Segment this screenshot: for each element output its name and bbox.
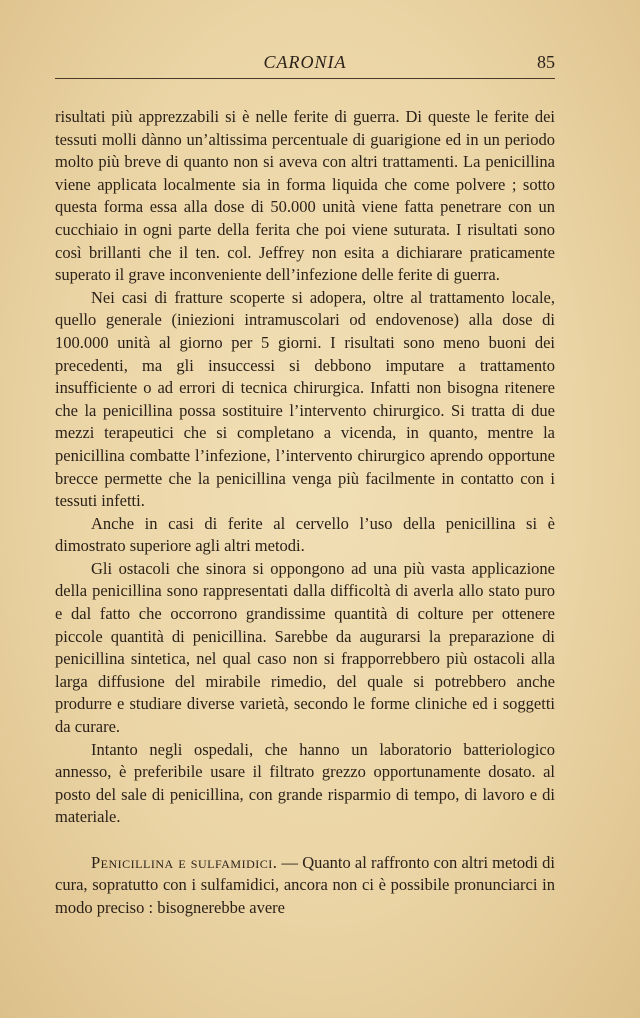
- paragraph-brain-wounds: Anche in casi di ferite al cervello l’uso della penicillina si è dimostrato superiore agli altri metodi.: [55, 513, 555, 556]
- paragraph-continuation: risultati più apprezzabili si è nelle ferite di guerra. Di queste le ferite dei tessuti molli dànno un’altissima percentuale di guarigione ed in un periodo molto più breve di quanto non si aveva con altri trattamenti. La penicillina viene applicata localmente sia in forma liquida che come polvere ; sotto questa forma essa alla dose di 50.000 unità viene fatta penetrare con un cucchiaio in ogni parte della ferita che poi viene suturata. I risultati sono così brillanti che il ten. col. Jeffrey non esita a dichiarare praticamente superato il grave inconveniente dell’infezione delle ferite di guerra.: [55, 107, 555, 285]
- section-paragraph: [55, 852, 555, 920]
- body-text: [55, 106, 555, 919]
- running-title: CARONIA: [263, 52, 347, 72]
- section-heading: Penicillina e sulfamidici.: [91, 852, 278, 872]
- header-rule: [55, 78, 555, 79]
- paragraph-hospitals: Intanto negli ospedali, che hanno un laboratorio batteriologico annesso, è preferibile usare il filtrato grezzo opportunamente dosato. al posto del sale di penicillina, con grande risparmio di tempo, di lavoro e di materiale.: [55, 739, 555, 827]
- paragraph-fractures: Nei casi di fratture scoperte si adopera, oltre al trattamento locale, quello generale (iniezioni intramuscolari od endovenose) alla dose di 100.000 unità al giorno per 5 giorni. I risultati sono meno buoni dei precedenti, ma gli insuccessi si debbono imputare a trattamento insufficiente o ad errori di tecnica chirurgica. Infatti non bisogna ritenere che la penicillina possa sostituire l’intervento chirurgico. Si tratta di due mezzi terapeutici che si completano a vicenda, in quanto, mentre la penicillina combatte l’infezione, l’intervento chirurgico aprendo opportune brecce permette che la penicillina venga più facilmente in contatto con i tessuti infetti.: [55, 287, 555, 511]
- page-number: 85: [537, 52, 555, 72]
- section-text: — Quanto al raffronto con altri metodi di cura, sopratutto con i sulfamidici, ancora non ci è possibile pronunciarci in modo preciso : bisognerebbe avere: [55, 852, 555, 917]
- page-header: [55, 50, 555, 80]
- paragraph-obstacles: Gli ostacoli che sinora si oppongono ad una più vasta applicazione della penicillina sono rappresentati dalla difficoltà di averla allo stato puro e dal fatto che occorrono grandissime quantità di colture per ottenere piccole quantità di penicillina. Sarebbe da augurarsi la preparazione di penicillina sintetica, nel qual caso non si frapporrebbero più ostacoli alla larga diffusione del mirabile rimedio, del quale si potrebbero anche produrre e studiare diverse varietà, secondo le forme cliniche ed i soggetti da curare.: [55, 558, 555, 737]
